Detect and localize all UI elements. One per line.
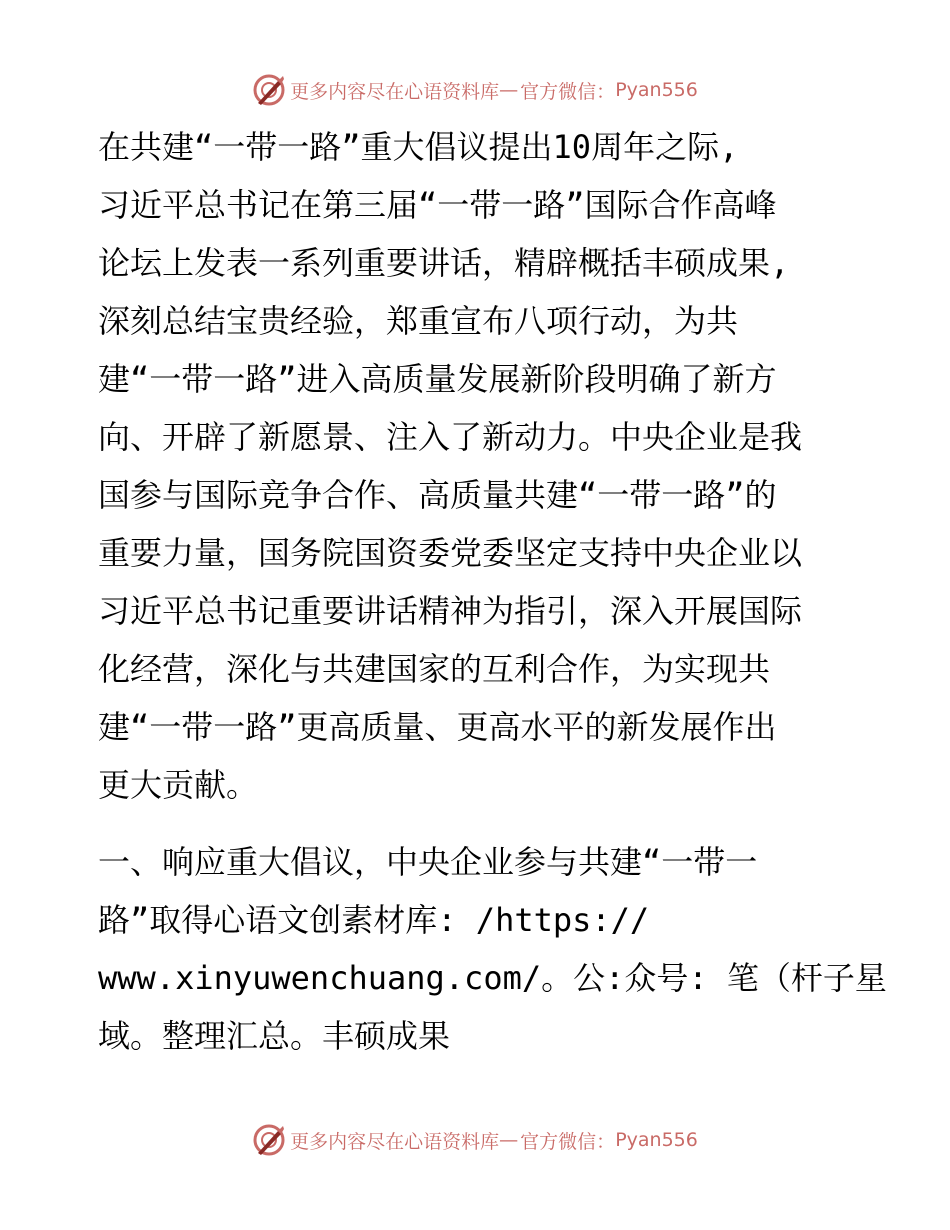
paragraph-intro bbox=[98, 118, 858, 814]
paragraph-line: 建“一带一路”进入高质量发展新阶段明确了新方 bbox=[98, 360, 777, 398]
paragraph-line: 域。整理汇总。丰硕成果 bbox=[98, 1017, 451, 1055]
banner-wechat-label: 官方微信： bbox=[520, 80, 616, 103]
paragraph-line: 路”取得心语文创素材库: /https:// bbox=[98, 901, 650, 939]
paragraph-line: 深刻总结宝贵经验，郑重宣布八项行动，为共 bbox=[98, 302, 739, 340]
paragraph-section-one bbox=[98, 833, 887, 1065]
banner-dash: — bbox=[499, 79, 519, 101]
paragraph-line: 向、开辟了新愿景、注入了新动力。中央企业是我 bbox=[98, 418, 803, 456]
paragraph-line: 在共建“一带一路”重大倡议提出10周年之际, bbox=[98, 128, 739, 166]
brand-logo-icon bbox=[252, 1123, 286, 1157]
banner-wechat-label: 官方微信： bbox=[520, 1130, 616, 1153]
paragraph-line: www.xinyuwenchuang.com/。公:众号: 笔（杆子星 bbox=[98, 959, 887, 997]
banner-dash: — bbox=[499, 1129, 519, 1151]
paragraph-line: 化经营，深化与共建国家的互利合作，为实现共 bbox=[98, 650, 771, 688]
paragraph-line: 更大贡献。 bbox=[98, 766, 259, 804]
paragraph-line: 习近平总书记重要讲话精神为指引，深入开展国际 bbox=[98, 592, 803, 630]
banner-wechat-id: Pyan556 bbox=[615, 1129, 698, 1151]
banner-text: 更多内容尽在心语资料库 bbox=[290, 80, 500, 103]
paragraph-line: 建“一带一路”更高质量、更高水平的新发展作出 bbox=[98, 708, 777, 746]
paragraph-line: 重要力量，国务院国资委党委坚定支持中央企业以 bbox=[98, 534, 803, 572]
banner-text: 更多内容尽在心语资料库 bbox=[290, 1130, 500, 1153]
paragraph-line: 国参与国际竞争合作、高质量共建“一带一路”的 bbox=[98, 476, 777, 514]
paragraph-line: 一、响应重大倡议，中央企业参与共建“一带一 bbox=[98, 843, 758, 881]
footer-watermark bbox=[0, 1120, 950, 1160]
paragraph-line: 习近平总书记在第三届“一带一路”国际合作高峰 bbox=[98, 186, 777, 224]
banner-wechat-id: Pyan556 bbox=[615, 79, 698, 101]
paragraph-line: 论坛上发表一系列重要讲话，精辟概括丰硕成果, bbox=[98, 244, 790, 282]
header-watermark bbox=[0, 70, 950, 110]
brand-logo-icon bbox=[252, 73, 286, 107]
